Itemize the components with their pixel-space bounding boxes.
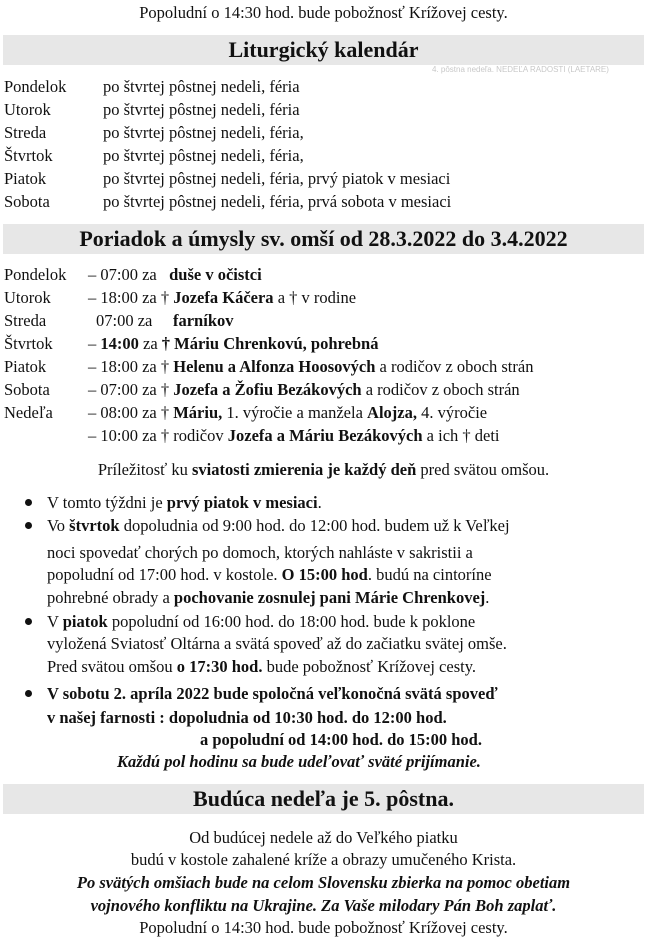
liturgical-day: Pondelok bbox=[4, 77, 67, 96]
mass-intention-text: za bbox=[138, 334, 162, 353]
mass-time: – 07:00 za bbox=[88, 265, 157, 284]
mass-day: Sobota bbox=[4, 380, 50, 399]
bullet-icon bbox=[25, 690, 32, 697]
announcement-line bbox=[47, 656, 476, 677]
liturgical-calendar-title: Liturgický kalendár bbox=[3, 35, 644, 65]
announcement-line: Každú pol hodinu sa bude udeľovať sväté prijímanie. bbox=[117, 752, 481, 771]
liturgical-day: Štvrtok bbox=[4, 146, 53, 165]
announcement-text: Pred svätou omšou bbox=[47, 657, 177, 676]
announcement-text: Vo bbox=[47, 516, 70, 535]
mass-time: – bbox=[88, 334, 101, 353]
mass-intention-text: a rodičov z oboch strán bbox=[375, 357, 534, 376]
mass-day: Utorok bbox=[4, 288, 51, 307]
mass-intention-bold: Jozefa Káčera bbox=[173, 288, 274, 307]
announcement-bold: pochovanie zosnulej pani Márie Chrenkovej bbox=[173, 588, 486, 607]
liturgical-day: Piatok bbox=[4, 169, 47, 188]
announcement-bold: O 15:00 hod bbox=[281, 565, 368, 584]
announcement-item bbox=[47, 515, 510, 536]
bullet-icon bbox=[25, 618, 32, 625]
announcement-text: . budú na cintoríne bbox=[367, 565, 492, 584]
mass-intention-bold: duše v očistci bbox=[169, 265, 262, 284]
mass-intention-bold: Jozefa a Žofiu Bezákových bbox=[173, 380, 362, 399]
mass-intention bbox=[88, 264, 262, 285]
announcement-line: a popoludní od 14:00 hod. do 15:00 hod. bbox=[200, 730, 482, 749]
announcement-line bbox=[47, 564, 492, 585]
mass-time-bold: 14:00 bbox=[100, 334, 139, 353]
confession-text: pred svätou omšou. bbox=[416, 460, 550, 479]
announcement-line: noci spovedať chorých po domoch, ktorých nahláste v sakristii a bbox=[47, 543, 473, 562]
collection-note: vojnového konfliktu na Ukrajine. Za Vaše milodary Pán Boh zaplať. bbox=[90, 896, 557, 915]
bullet-icon bbox=[25, 522, 32, 529]
mass-intention-bold: Máriu, bbox=[173, 403, 223, 422]
announcement-bold: prvý piatok v mesiaci bbox=[166, 493, 318, 512]
closing-line: Od budúcej nedele až do Veľkého piatku bbox=[189, 828, 458, 847]
announcement-line: vyložená Sviatosť Oltárna a svätá spoveď až do začiatku svätej omše. bbox=[47, 634, 507, 653]
mass-intention bbox=[96, 310, 234, 331]
mass-intention-text: a ich † deti bbox=[422, 426, 500, 445]
announcement-text: pohrebné obrady a bbox=[47, 588, 174, 607]
announcement-bold: o 17:30 hod. bbox=[176, 657, 263, 676]
bullet-icon bbox=[25, 499, 32, 506]
mass-intention bbox=[88, 333, 378, 354]
confession-note bbox=[0, 459, 647, 480]
announcement-text: . bbox=[485, 588, 490, 607]
mass-day: Piatok bbox=[4, 357, 47, 376]
announcement-text: V tomto týždni je bbox=[47, 493, 167, 512]
announcement-item bbox=[47, 492, 322, 513]
confession-bold: sviatosti zmierenia je každý deň bbox=[191, 460, 417, 479]
mass-time: – 07:00 za † bbox=[88, 380, 170, 399]
collection-note: Po svätých omšiach bude na celom Slovensku zbierka na pomoc obetiam bbox=[76, 873, 571, 892]
mass-intention-text: 4. výročie bbox=[417, 403, 488, 422]
announcement-bold: piatok bbox=[62, 612, 108, 631]
liturgical-tiny-note: 4. pôstna nedeľa. NEDEĽA RADOSTI (LAETARE) bbox=[432, 65, 609, 74]
announcement-text: popoludní od 16:00 hod. do 18:00 hod. bude k poklone bbox=[107, 612, 476, 631]
mass-time: – 18:00 za † bbox=[88, 288, 170, 307]
mass-intention-text: 1. výročie a manžela bbox=[222, 403, 368, 422]
mass-intention-text: a rodičov z oboch strán bbox=[361, 380, 520, 399]
mass-intention bbox=[88, 287, 356, 308]
mass-intention-bold: farníkov bbox=[172, 311, 234, 330]
mass-day: Štvrtok bbox=[4, 334, 53, 353]
mass-time: – 18:00 za † bbox=[88, 357, 170, 376]
announcement-text: popoludní od 17:00 hod. v kostole. bbox=[47, 565, 282, 584]
mass-day: Pondelok bbox=[4, 265, 67, 284]
liturgical-text: po štvrtej pôstnej nedeli, féria, prvý piatok v mesiaci bbox=[103, 169, 451, 188]
liturgical-text: po štvrtej pôstnej nedeli, féria, bbox=[103, 123, 304, 142]
liturgical-text: po štvrtej pôstnej nedeli, féria bbox=[103, 100, 300, 119]
liturgical-text: po štvrtej pôstnej nedeli, féria bbox=[103, 77, 300, 96]
mass-time: – 08:00 za † bbox=[88, 403, 170, 422]
liturgical-day: Utorok bbox=[4, 100, 51, 119]
mass-time: – 10:00 za † rodičov bbox=[88, 426, 224, 445]
announcement-item: V sobotu 2. apríla 2022 bude spoločná veľkonočná svätá spoveď bbox=[47, 684, 498, 703]
mass-day: Nedeľa bbox=[4, 403, 53, 422]
mass-intention-bold: † Máriu Chrenkovú, pohrebná bbox=[161, 334, 379, 353]
announcement-text: . bbox=[317, 493, 322, 512]
mass-intention bbox=[88, 425, 500, 446]
top-note: Popoludní o 14:30 hod. bude pobožnosť Krížovej cesty. bbox=[139, 3, 508, 22]
announcement-item bbox=[47, 611, 475, 632]
mass-intention bbox=[88, 379, 520, 400]
mass-intention-text: a † v rodine bbox=[273, 288, 357, 307]
mass-intention bbox=[88, 402, 487, 423]
mass-intention-bold: Jozefa a Máriu Bezákových bbox=[227, 426, 423, 445]
announcement-text: V bbox=[47, 612, 63, 631]
mass-intention-bold: Alojza, bbox=[367, 403, 417, 422]
mass-intention-bold: Helenu a Alfonza Hoosových bbox=[173, 357, 376, 376]
liturgical-day: Sobota bbox=[4, 192, 50, 211]
mass-intention bbox=[88, 356, 533, 377]
closing-line: Popoludní o 14:30 hod. bude pobožnosť Krížovej cesty. bbox=[139, 918, 508, 937]
next-sunday-title: Budúca nedeľa je 5. pôstna. bbox=[3, 784, 644, 814]
announcement-bold: štvrtok bbox=[69, 516, 120, 535]
announcement-line bbox=[47, 587, 489, 608]
mass-day: Streda bbox=[4, 311, 47, 330]
liturgical-day: Streda bbox=[4, 123, 47, 142]
confession-text: Príležitosť ku bbox=[97, 460, 192, 479]
announcement-line: v našej farnosti : dopoludnia od 10:30 hod. do 12:00 hod. bbox=[47, 708, 447, 727]
announcement-text: bude pobožnosť Krížovej cesty. bbox=[262, 657, 477, 676]
mass-schedule-title: Poriadok a úmysly sv. omší od 28.3.2022 do 3.4.2022 bbox=[3, 224, 644, 254]
closing-line: budú v kostole zahalené kríže a obrazy umučeného Krista. bbox=[130, 850, 517, 869]
liturgical-text: po štvrtej pôstnej nedeli, féria, bbox=[103, 146, 304, 165]
announcement-text: dopoludnia od 9:00 hod. do 12:00 hod. budem už k Veľkej bbox=[119, 516, 510, 535]
mass-time: 07:00 za bbox=[96, 311, 153, 330]
liturgical-text: po štvrtej pôstnej nedeli, féria, prvá sobota v mesiaci bbox=[103, 192, 452, 211]
